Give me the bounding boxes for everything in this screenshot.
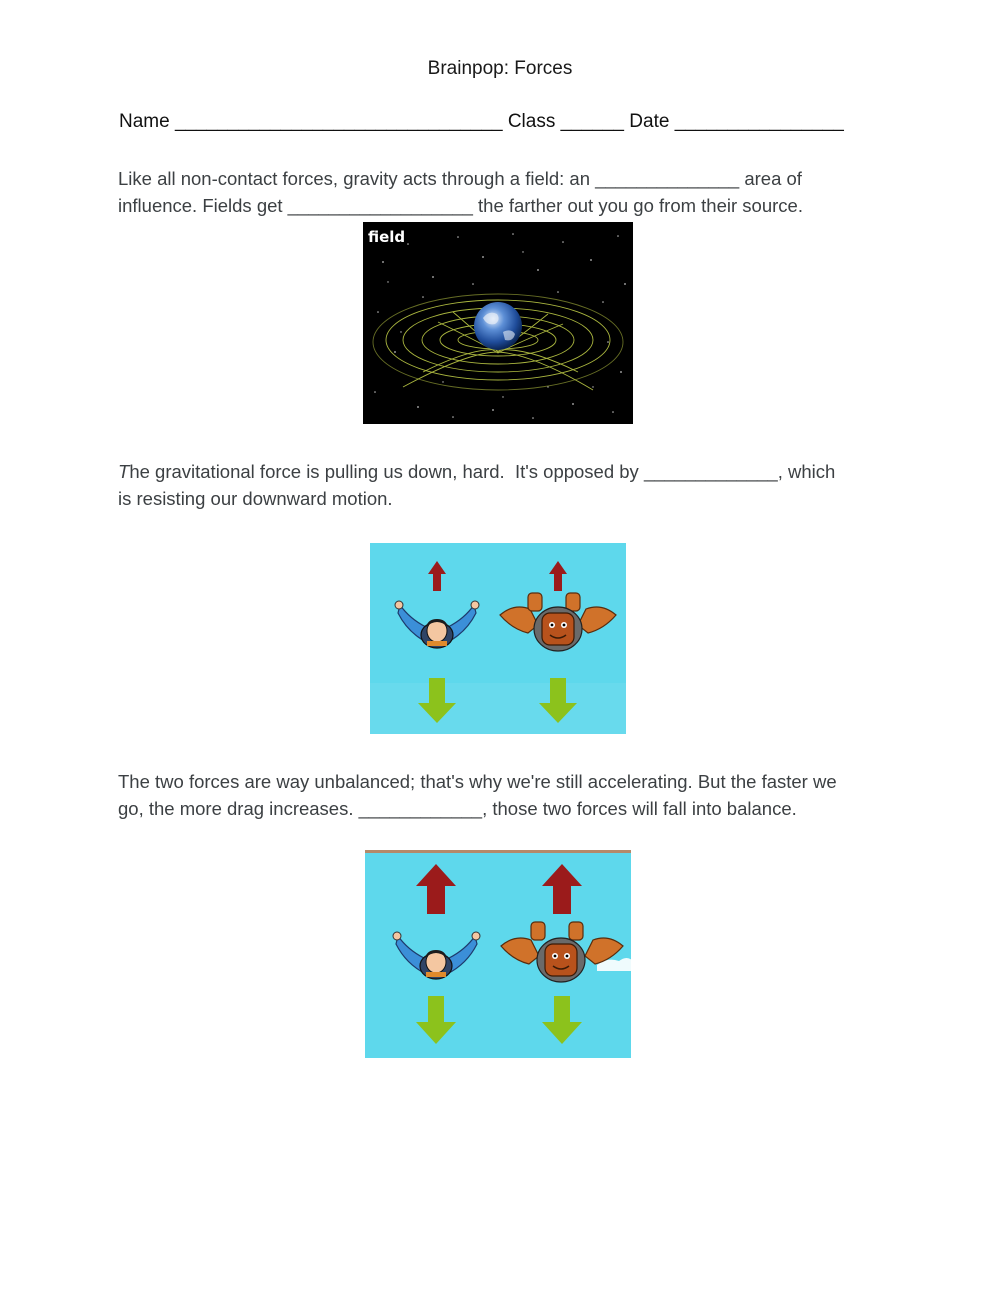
paragraph-drag-line-1 [118, 458, 888, 485]
page-title: Brainpop: Forces [427, 58, 573, 79]
field-label: field [368, 228, 406, 246]
italic-first-letter: T [118, 461, 130, 482]
paragraph-balance [118, 768, 888, 822]
paragraph-field [118, 165, 888, 219]
paragraph-drag-line-1-rest: he gravitational force is pulling us down, hard. It's opposed by _____________, which [129, 461, 836, 482]
paragraph-balance-line-1: The two forces are way unbalanced; that's why we're still accelerating. But the faster we [118, 771, 837, 792]
earth-field-image [363, 222, 633, 424]
skydivers-balanced-image [365, 850, 631, 1058]
skydivers-unbalanced-image [370, 543, 626, 734]
paragraph-field-line-1: Like all non-contact forces, gravity acts through a field: an ______________ area of [118, 168, 802, 189]
paragraph-drag [118, 458, 888, 512]
name-class-date-line: Name _______________________________ Class ______ Date ________________ [119, 111, 844, 132]
paragraph-field-line-2: influence. Fields get __________________ the farther out you go from their source. [118, 195, 803, 216]
skydivers-balanced-illustration [365, 850, 631, 1058]
skydivers-unbalanced-illustration [370, 543, 626, 734]
earth-field-illustration [363, 222, 633, 424]
paragraph-balance-line-2: go, the more drag increases. ____________, those two forces will fall into balance. [118, 798, 797, 819]
paragraph-drag-line-2: is resisting our downward motion. [118, 488, 393, 509]
